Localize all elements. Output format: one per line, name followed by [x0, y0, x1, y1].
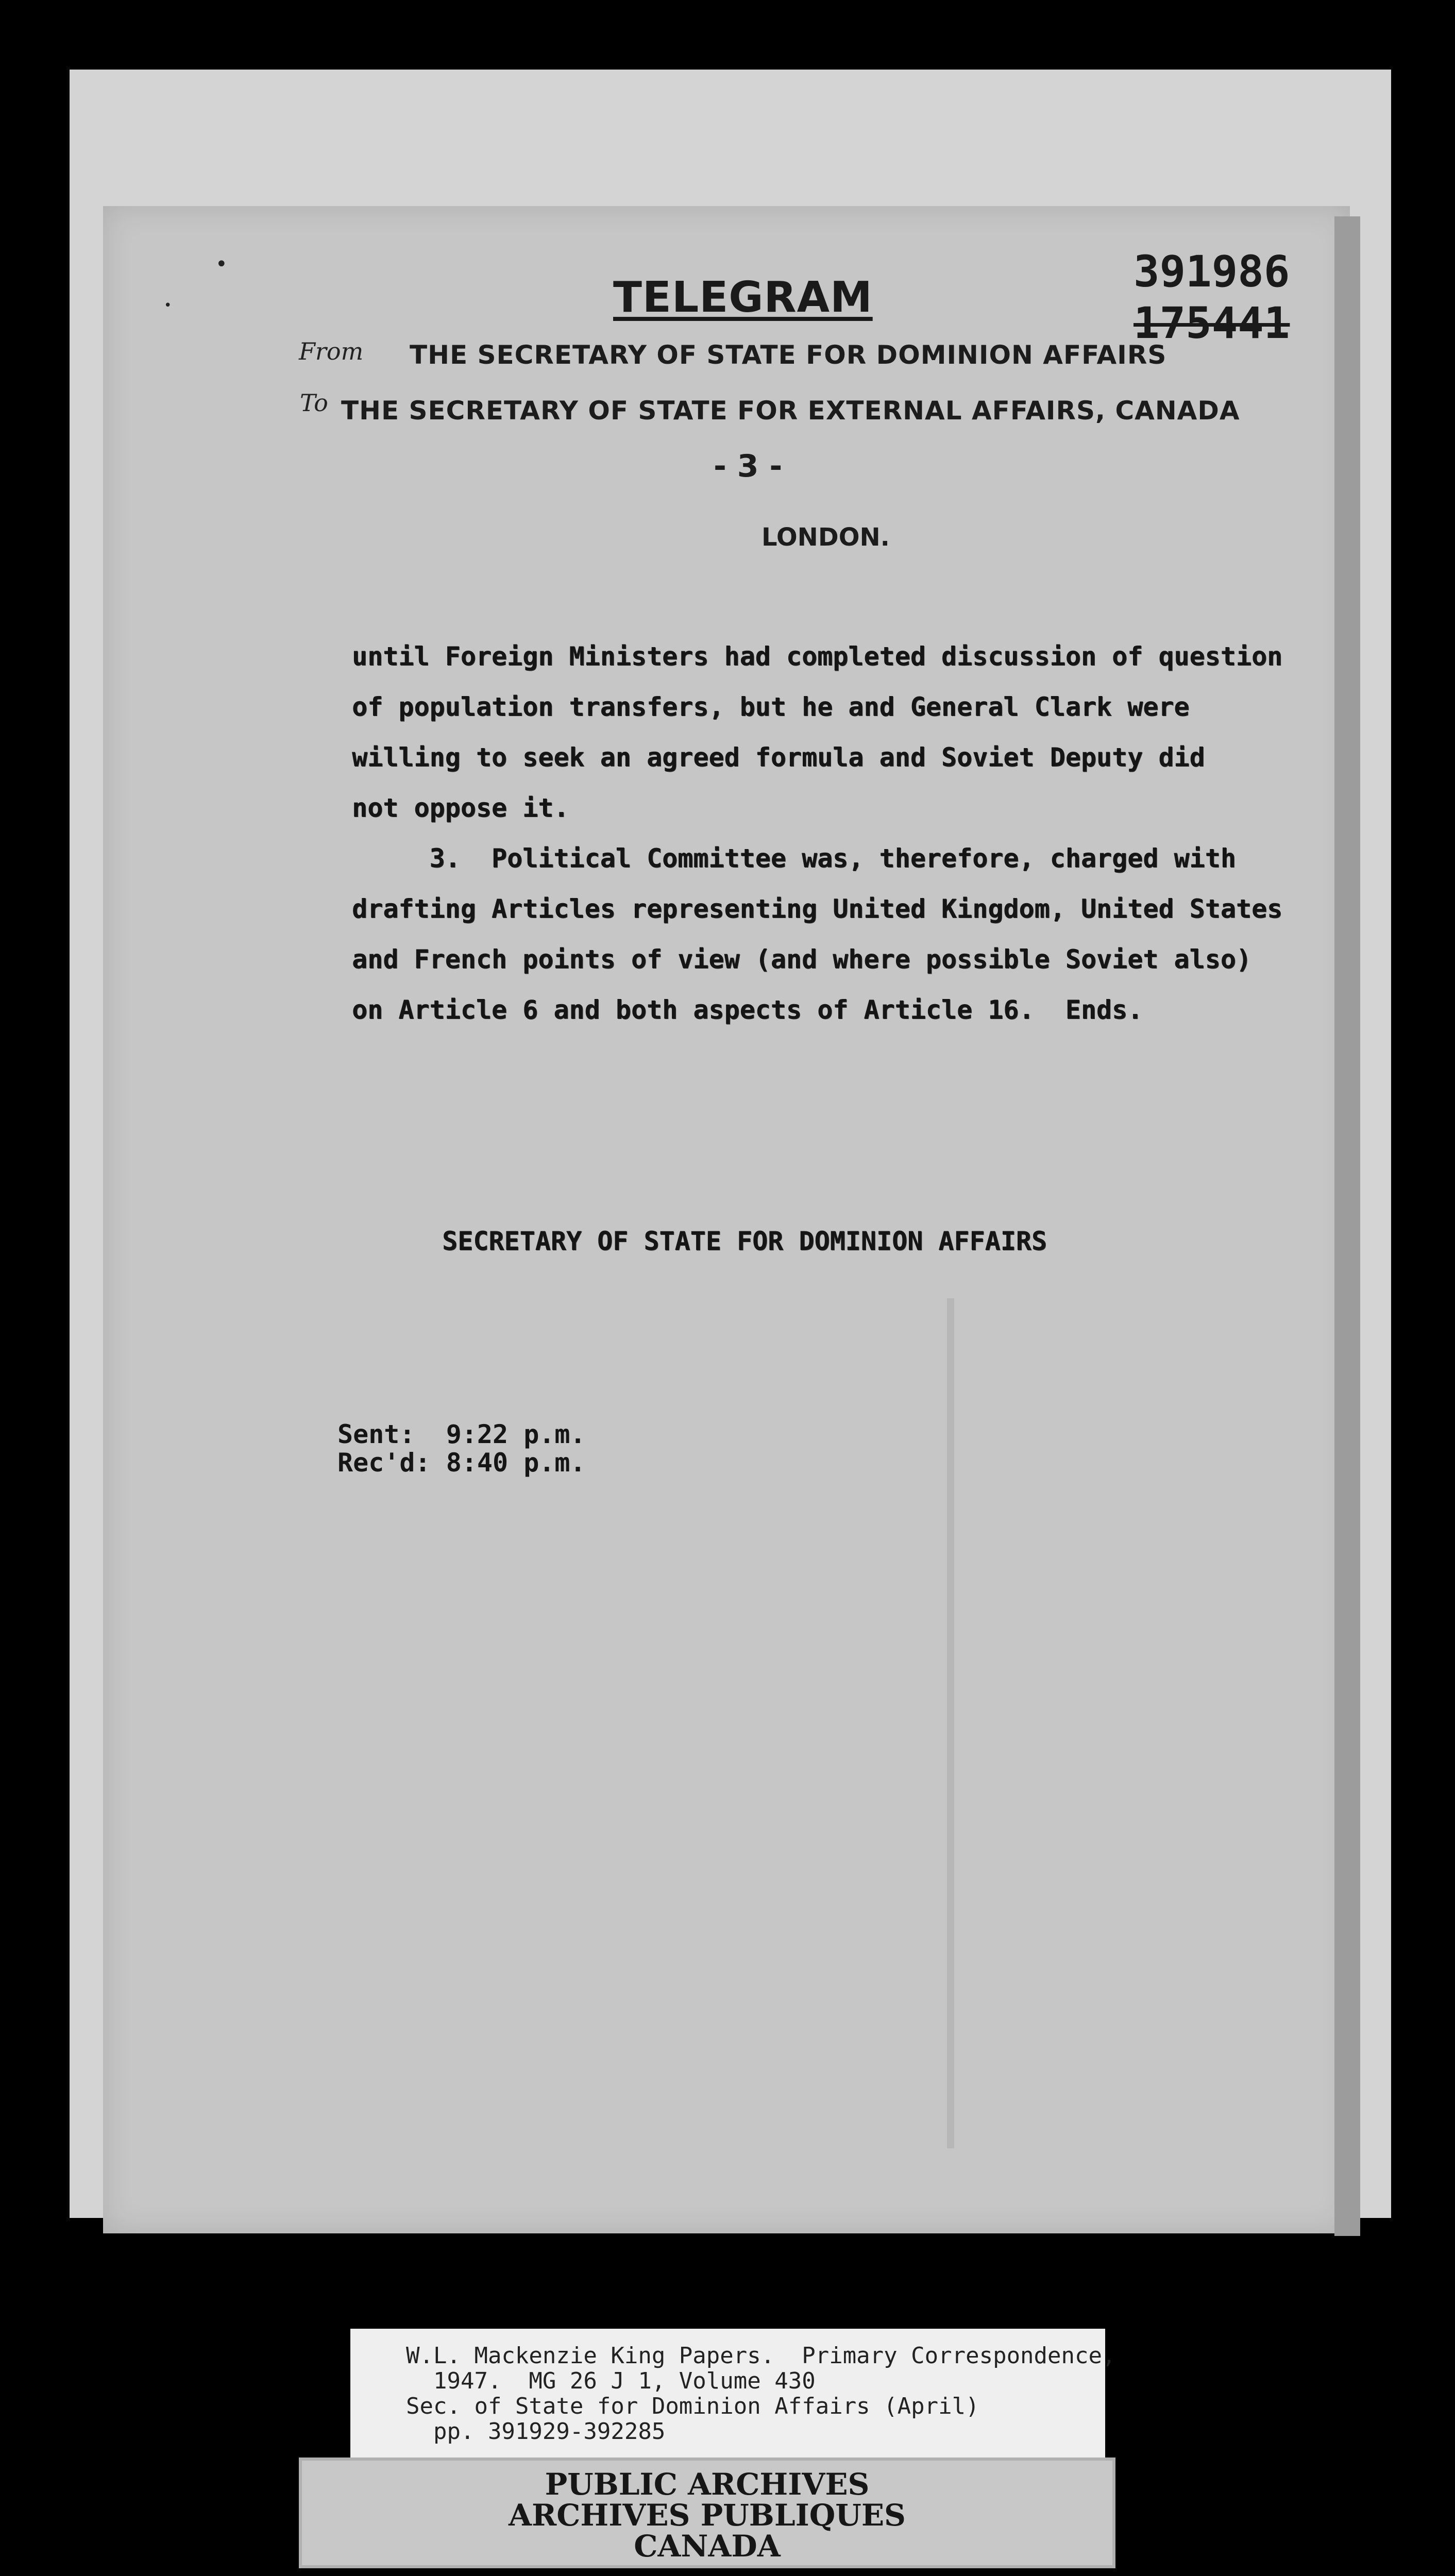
body-line: drafting Articles representing United Kingdom, United States	[352, 894, 1283, 924]
telegram-page	[103, 206, 1350, 2233]
document-number: 391986	[1133, 246, 1290, 297]
paper-fold-line	[947, 1298, 954, 2148]
page-edge-shadow	[1334, 216, 1360, 2236]
body-line: of population transfers, but he and General Clark were	[352, 692, 1190, 722]
location: LONDON.	[762, 523, 890, 552]
public-archives-stamp	[299, 2458, 1115, 2568]
speck-mark: •	[164, 298, 172, 313]
citation-line: Sec. of State for Dominion Affairs (April)	[406, 2393, 979, 2419]
to-address: THE SECRETARY OF STATE FOR EXTERNAL AFFAIRS, CANADA	[341, 396, 1240, 426]
stamp-line: ARCHIVES PUBLIQUES	[509, 2498, 906, 2533]
body-line: not oppose it.	[352, 793, 569, 823]
body-line: 3. Political Committee was, therefore, charged with	[352, 843, 1236, 873]
received-time: Rec'd: 8:40 p.m.	[337, 1448, 586, 1478]
telegram-body	[352, 631, 1357, 1035]
struck-document-number: 175441	[1133, 298, 1290, 348]
citation-line: W.L. Mackenzie King Papers. Primary Correspondence,	[406, 2343, 1116, 2369]
to-label: To	[300, 389, 328, 417]
body-line: and French points of view (and where possible Soviet also)	[352, 944, 1251, 974]
speck-mark: •	[215, 252, 228, 276]
citation-line: pp. 391929-392285	[406, 2418, 666, 2445]
from-address: THE SECRETARY OF STATE FOR DOMINION AFFAIRS	[410, 340, 1167, 370]
citation-line: 1947. MG 26 J 1, Volume 430	[406, 2368, 816, 2394]
telegram-title: TELEGRAM	[613, 273, 873, 322]
sent-time: Sent: 9:22 p.m.	[337, 1419, 586, 1449]
body-line: willing to seek an agreed formula and Soviet Deputy did	[352, 742, 1205, 772]
page-number: - 3 -	[714, 448, 783, 484]
from-label: From	[299, 337, 364, 365]
stamp-line: PUBLIC ARCHIVES	[545, 2467, 870, 2502]
signature: SECRETARY OF STATE FOR DOMINION AFFAIRS	[442, 1226, 1047, 1256]
archive-citation-label	[350, 2329, 1116, 2463]
body-line: on Article 6 and both aspects of Article 16. Ends.	[352, 995, 1143, 1025]
stamp-line: CANADA	[634, 2529, 781, 2564]
body-line: until Foreign Ministers had completed discussion of question	[352, 641, 1283, 671]
